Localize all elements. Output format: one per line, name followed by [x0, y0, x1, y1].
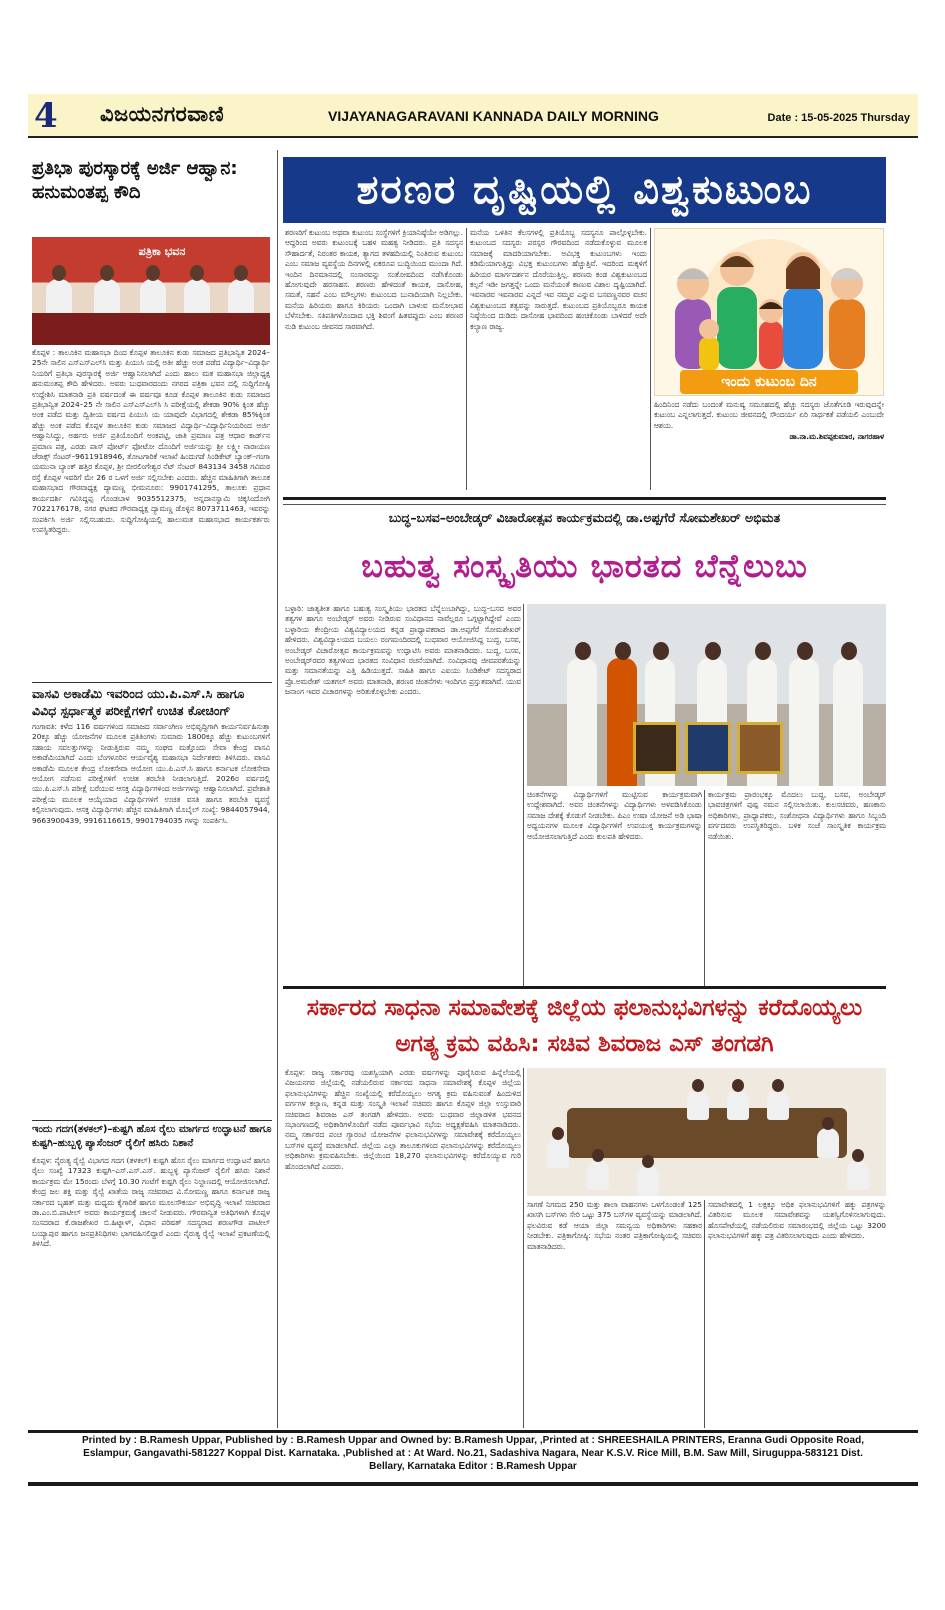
press-table [32, 313, 270, 345]
article-body: ಕಾರ್ಯಕ್ರಮ ಪ್ರಾರಂಭಕ್ಕೂ ಮೊದಲು ಬುದ್ಧ, ಬಸವ, ಅಂಬೇಡ್ಕರ್ ಭಾವಚಿತ್ರಗಳಿಗೆ ಪುಷ್ಪ ನಮನ ಸಲ್ಲಿಸಲಾಯಿತು. ಕುಲಸಚಿವರು, ಹಣಕಾಸು ಅಧಿಕಾರಿಗಳು, ಪ್ರಾಧ್ಯಾಪಕರು, ಸಂಶೋಧನಾ ವಿದ್ಯಾರ್ಥಿಗಳು ಹಾಗೂ ಸಿಬ್ಬಂದಿ ವರ್ಗದವರು ಉಪಸ್ಥಿತರಿದ್ದರು. ಬಳಿಕ ಸಂಜೆ ಸಾಂಸ್ಕೃತಿಕ ಕಾರ್ಯಕ್ರಮ ನಡೆಯಿತು. [708, 790, 886, 841]
person-figure [567, 658, 597, 786]
section-divider [283, 504, 886, 505]
article-body: ಕೊಪ್ಪಳ : ತಾಲೂಕಿನ ಮಹಾಸಭಾ ದಿಂದ ಕೊಪ್ಪಳ ತಾಲೂಕಿನ ಕುಡು ಸಮಾಜದ ಪ್ರತಿಭಾನ್ವಿತ 2024–25ನೇ ಸಾಲಿನ ಎಸ್ಎಸ್ಎಲ್‌ಸಿ ಮತ್ತು ಪಿಯುಸಿ ಯಲ್ಲಿ ಅತೀ ಹೆಚ್ಚು ಅಂಕ ಪಡೆದ ವಿದ್ಯಾರ್ಥಿ–ವಿದ್ಯಾರ್ಥಿ ನಿಯರಿಗೆ ಪ್ರತಿಭಾ ಪುರಸ್ಕಾರಕ್ಕೆ ಅರ್ಜಿ ಆಹ್ವಾನಿಸಲಾಗಿದೆ ಎಂದು ಹಾಲು ಮತ ಮಹಾಸಭಾ ಜಿಲ್ಲಾಧ್ಯಕ್ಷ ಹನುಮಂತಪ್ಪ ಕೌದಿ ಹೇಳಿದರು. ಅವರು ಬುಧವಾರದಂದು ನಗರದ ಪತ್ರಿಕಾ ಭವನ ದಲ್ಲಿ ಸುದ್ದಿಗೋಷ್ಠಿ ಉದ್ದೇಶಿಸಿ ಮಾತನಾಡಿ ಪ್ರತಿ ವರ್ಷದಂತೆ ಈ ವರ್ಷವೂ ಕೂಡ ಕೊಪ್ಪಳ ತಾಲೂಕಿನ ಕುಡು ಸಮಾಜದ ಪ್ರತಿಭಾನ್ವಿತ 2024–25 ನೇ ಸಾಲಿನ ಎಸ್ಎಸ್ಎಲ್‌ಸಿ ಸಿ ಪರೀಕ್ಷೆಯಲ್ಲಿ ಶೇಕಡಾ 90% ಕ್ಕಿಂತ ಹೆಚ್ಚು ಅಂಕ ಪಡೆದ ಮತ್ತು ದ್ವಿತೀಯ ವರ್ಷದ ಪಿಯುಸಿ ಯ ಯಾವುದೇ ವಿಭಾಗದಲ್ಲಿ ಶೇಕಡಾ 85%ಕ್ಕಿಂತ ಹೆಚ್ಚು ಅಂಕ ಪಡೆದ ಕೊಪ್ಪಳ ತಾಲೂಕಿನ ಕುಡು ಸಮಾಜದ ವಿದ್ಯಾರ್ಥಿ–ವಿದ್ಯಾರ್ಥಿನಿಯರಿಂದ ಅರ್ಜಿ ಆಹ್ವಾನಿಸಿದ್ದು, ಅರ್ಹರು ಅರ್ಜಿ ಪ್ರತಿಯೊಂದಿಗೆ ಅಂಕಪಟ್ಟಿ, ಜಾತಿ ಪ್ರಮಾಣ ಪತ್ರ ಆಧಾರ ಕಾರ್ಡ್‌ನ ಪ್ರಮಾಣ ಪತ್ರ, ಎರಡು ಪಾಸ್ ಪೋರ್ಟ್ ಫೋಟೋ ದೊಂದಿಗೆ ಅರ್ಜಿಯನ್ನು ಶ್ರೀ ಲಕ್ಷ್ಮೀ ನಾರಾಯಣ ಜೆರಾಕ್ಸ್ ಸೆಂಟರ್–9611918946, ತೋಟಗಾರಿಕೆ ಇಲಾಖೆ ಹಿಂದುಗಡೆ ಸಿಂಡಿಕೇಟ್ ಬ್ಯಾಂಕ್–ಗಂಗಾ ಯಮುನಾ ಬ್ಯಾಂಕ್ ಹತ್ತಿರ ಕೊಪ್ಪಳ, ಶ್ರೀ ಬೀರಲಿಂಗೇಶ್ವರ ನೆಟ್ ಸೆಂಟರ್ 843134 3458 ಗವಿಮಠ ರಸ್ತೆ ಕೊಪ್ಪಳ ಇವರಿಗೆ ಮೇ 26 ರ ಒಳಗೆ ಅರ್ಜಿ ಸಲ್ಲಿಸಬೇಕು ಎಂದರು. ಹೆಚ್ಚಿನ ಮಾಹಿತಿಗಾಗಿ ತಾಲೂಕ ಮಹಾಸಭಾದ ಗೌರವಾಧ್ಯಕ್ಷ ದ್ಯಾಮಣ್ಣ ಭೀಮನೂರು: 9901741295, ತಾಲೂಕು ಪ್ರಧಾನ ಕಾರ್ಯದರ್ಶಿ ಗವಿಸಿದ್ದಪ್ಪ ಗೊಂಡಬಾಳ 9035512375, ಅನ್ನದಾನಸ್ವಾಮಿ ಚಿಕ್ಕಸಿಂದೋಗಿ 7022176178, ನಗರ ಘಟಕದ ಗೌರವಾಧ್ಯಕ್ಷ ದ್ಯಾಮಣ್ಣ ಡೊಳ್ಳಿನ 8073711463, ಇವರನ್ನು ಸಂಪರ್ಕಿಸಿ ಅರ್ಜಿ ಸಲ್ಲಿಸಬಹುದು. ಸುದ್ದಿಗೋಷ್ಠಿಯಲ್ಲಿ ಹಾಲುಮತ ಮಹಾಸಭಾದ ಕಾರ್ಯಕರ್ತರು ಉಪಸ್ಥಿತರಿದ್ದರು. [32, 348, 270, 534]
feature-body-column: ಶರಣರಿಗೆ ಕುಟುಂಬ ಅಥವಾ ಕುಟುಂಬ ಸಂಸ್ಥೆಗಳಿಗೆ ಕ್ರಿಯಾನಿಷ್ಠೆಯೇ ಅಡಿಗಲ್ಲು. ಆದ್ದರಿಂದ ಅವರು ಕುಟುಂಬಕ್ಕೆ ಬಹಳ ಮಹತ್ವ ನೀಡಿದರು. ಪ್ರತಿ ಸದಸ್ಯನ ಸೌಹಾರ್ದತೆ, ನಿರಂತರ ಕಾಯಕ, ತ್ಯಾಗದ ತಳಹದಿಯಲ್ಲಿ ನಿಂತಿರುವ ಕುಟುಂಬ ಎಂಬ ಸಮಾಜ ವ್ಯವಸ್ಥೆಯ ದಿನಗಳಲ್ಲಿ ಏಕರೂಪ ಬುದ್ಧಿಯಿಂದ ಮುಂದಾ ಗಿದೆ. ಇಂದಿನ ದಿನಮಾನದಲ್ಲಿ ಸಂಸಾರವನ್ನು ಸಂತೋಷದಿಂದ ನಡೆಸಿಕೊಂಡು ಹೋಗುವುದೇ ಹರಸಾಹಸ. ಶರಣರು ಹೇಳಿದಂತೆ ಕಾಯಕ, ದಾಸೋಹ, ಸಮತೆ, ಸಹನೆ ಎಂಬ ಮೌಲ್ಯಗಳು ಕುಟುಂಬದ ಬುನಾದಿಯಾಗಿ ನಿಲ್ಲಬೇಕು. ಮನೆಯ ಹಿರಿಯರು ಹಾಗೂ ಕಿರಿಯರು ಒಂದಾಗಿ ಬಾಳುವ ಮನೋಭಾವ ಬೆಳೆಸಬೇಕು. ಸತಿಪತಿಗಳೊಂದಾದ ಭಕ್ತಿ ಶಿವಂಗೆ ಹಿತವಪ್ಪುದು ಎಂಬ ಶರಣರ ನುಡಿ ಕುಟುಂಬ ಜೀವನದ ಸಾರವಾಗಿದೆ. [285, 228, 463, 331]
feature-body-column [654, 400, 884, 490]
article-kicker: ಬುದ್ಧ–ಬಸವ–ಅಂಬೇಡ್ಕರ್ ವಿಚಾರೋತ್ಸವ ಕಾರ್ಯಕ್ರಮದಲ್ಲಿ ಡಾ.ಅಪ್ಪಗೆರೆ ಸೋಮಶೇಖರ್ ಅಭಿಮತ [388, 510, 781, 525]
person-figure [817, 1128, 839, 1158]
footer-divider [28, 1430, 918, 1433]
headline-railway-line: ಇಂದು ಗದಗ(ತಳಕಲ್)–ಕುಷ್ಟಗಿ ಹೊಸ ರೈಲು ಮಾರ್ಗದ ಉದ್ಘಾಟನೆ ಹಾಗೂ ಕುಷ್ಟಗಿ–ಹುಬ್ಬಳ್ಳಿ ಪ್ಯಾಸೆಂಜರ್ ರೈಲಿಗೆ ಹಸಿರು ನಿಶಾನೆ [32, 1120, 272, 1151]
headline-vasavi-academy: ವಾಸವಿ ಅಕಾಡೆಮಿ ಇವರಿಂದ ಯು.ಪಿ.ಎಸ್.ಸಿ ಹಾಗೂ ವಿವಿಧ ಸ್ಪರ್ಧಾತ್ಮಕ ಪರೀಕ್ಷೆಗಳಿಗೆ ಉಚಿತ ಕೋಚಿಂಗ್ [32, 682, 272, 719]
person-figure [547, 1138, 569, 1168]
photo-banner-text: ಪತ್ರಿಕಾ ಭವನ [138, 245, 186, 258]
article-body: ಗಂಗಾವತಿ: ಕಳೆದ 116 ವರ್ಷಗಳಿಂದ ಸಮಾಜದ ಸರ್ವಾಂಗೀಣ ಅಭಿವೃದ್ಧಿಗಾಗಿ ಕಾರ್ಯನಿರ್ವಹಿಸುತ್ತಾ 20ಕ್ಕೂ ಹೆಚ್ಚು ಯೋಜನೆಗಳ ಮೂಲಕ ಪ್ರತಿತಿಂಗಳು ಸುಮಾರು 1800ಕ್ಕೂ ಹೆಚ್ಚು ಕುಟುಂಬಗಳಿಗೆ ಸಹಾಯ ಸವಲತ್ತುಗಳನ್ನು ನೀಡುತ್ತಿರುವ ನಮ್ಮ ಸಂಘದ ಮತ್ತೊಂದು ಸೇವಾ ಕೇಂದ್ರ ವಾಸವಿ ಅಕಾಡೆಮಿಯಾಗಿದೆ ಎಂದು ಬೆಂಗಳೂರಿನ ಆರ್ಯವೈಶ್ಯ ಮಹಾಸಭಾ ನಿರ್ದೇಶಕರು ತಿಳಿಸಿದರು. ವಾಸವಿ ಅಕಾಡೆಮಿ ಮೂಲಕ ಕೇಂದ್ರ ಲೋಕಸೇವಾ ಆಯೋಗ ಯು.ಪಿ.ಎಸ್.ಸಿ ಹಾಗೂ ಕರ್ನಾಟಕ ಲೋಕಸೇವಾ ಆಯೋಗ ನಡೆಸುವ ಪರೀಕ್ಷೆಗಳಿಗೆ ಉಚಿತ ತರಬೇತಿ ನೀಡಲಾಗುತ್ತಿದೆ. 2026ರ ವರ್ಷದಲ್ಲಿ ಯು.ಪಿ.ಎಸ್.ಸಿ ಪರೀಕ್ಷೆ ಬರೆಯುವ ಆಸಕ್ತ ವಿದ್ಯಾರ್ಥಿಗಳಿಂದ ಅರ್ಜಿಗಳನ್ನು ಆಹ್ವಾನಿಸಲಾಗಿದೆ. ಪ್ರವೇಶಾತಿ ಪರೀಕ್ಷೆಯ ಮೂಲಕ ಆಯ್ಕೆಯಾದ ವಿದ್ಯಾರ್ಥಿಗಳಿಗೆ ಉಚಿತ ವಸತಿ ಹಾಗೂ ತರಬೇತಿ ವ್ಯವಸ್ಥೆ ಕಲ್ಪಿಸಲಾಗುವುದು. ಆಸಕ್ತ ವಿದ್ಯಾರ್ಥಿಗಳು ಹೆಚ್ಚಿನ ಮಾಹಿತಿಗಾಗಿ ಮೊಬೈಲ್ ಸಂಖ್ಯೆ: 9844057944, 9663900439, 9916116615, 9901794035 ಗಳನ್ನು ಸಂಪರ್ಕಿಸಿ. [32, 722, 270, 825]
column-divider [277, 150, 278, 1428]
footer-line: Printed by : B.Ramesh Uppar, Published by : B.Ramesh Uppar and Owned by: B.Ramesh Uppar, ,Printed at : SHREESHAILA PRINTERS, Eranna Gudi Opposite Road, [82, 1435, 864, 1446]
article-body: ಕೊಪ್ಪಳ: ನೈರುತ್ಯ ರೈಲ್ವೆ ವಿಭಾಗದ ಗದಗ (ತಳಕಲ್) ಕುಷ್ಟಗಿ ಹೊಸ ರೈಲು ಮಾರ್ಗದ ಉದ್ಘಾಟನೆ ಹಾಗೂ ರೈಲು ಸಂಖ್ಯೆ 17323 ಕುಷ್ಟಗಿ–ಎಸ್.ಎಸ್.ಎಸ್. ಹುಬ್ಬಳ್ಳಿ ಪ್ಯಾಸೆಂಜರ್ ರೈಲಿಗೆ ಹಸಿರು ನಿಶಾನೆ ಕಾರ್ಯಕ್ರಮ ಮೇ 15ರಂದು ಬೆಳಗ್ಗೆ 10.30 ಗಂಟೆಗೆ ಕುಷ್ಟಗಿ ರೈಲು ನಿಲ್ದಾಣದಲ್ಲಿ ಆಯೋಜಿಸಲಾಗಿದೆ. ಕೇಂದ್ರ ಜಲ ಶಕ್ತಿ ಮತ್ತು ರೈಲ್ವೆ ಖಾತೆಯ ರಾಜ್ಯ ಸಚಿವರಾದ ವಿ.ಸೋಮಣ್ಣ ಹಾಗೂ ಕರ್ನಾಟಕ ರಾಜ್ಯ ಸರ್ಕಾರದ ಬೃಹತ್ ಮತ್ತು ಮಧ್ಯಮ ಕೈಗಾರಿಕೆ ಹಾಗೂ ಮೂಲಸೌಕರ್ಯ ಅಭಿವೃದ್ಧಿ ಇಲಾಖೆ ಸಚಿವರಾದ ಡಾ.ಎಂ.ಬಿ.ಪಾಟೀಲ್ ಅವರು ಕಾರ್ಯಕ್ರಮಕ್ಕೆ ಚಾಲನೆ ನೀಡುವರು. ಗೌರವಾನ್ವಿತ ಅತಿಥಿಗಳಾಗಿ ಕೊಪ್ಪಳ ಸಂಸದರಾದ ಕೆ.ರಾಜಶೇಖರ ಬಿ.ಹಿಟ್ನಾಳ್, ವಿಧಾನ ಪರಿಷತ್ ಸದಸ್ಯರಾದ ಶರಣಗೌಡ ಪಾಟೀಲ್ ಬಯ್ಯಾಪುರ ಹಾಗೂ ಜನಪ್ರತಿನಿಧಿಗಳು ಭಾಗವಹಿಸಲಿದ್ದಾರೆ ಎಂದು ನೈರುತ್ಯ ರೈಲ್ವೆ ಇಲಾಖೆ ಪ್ರಕಟಣೆಯಲ್ಲಿ ತಿಳಿಸಿದೆ. [32, 1156, 270, 1249]
article-body: ಕೊಪ್ಪಳ: ರಾಜ್ಯ ಸರ್ಕಾರವು ಯಶಸ್ವಿಯಾಗಿ ಎರಡು ವರ್ಷಗಳನ್ನು ಪೂರೈಸಿರುವ ಹಿನ್ನೆಲೆಯಲ್ಲಿ ವಿಜಯನಗರ ಜಿಲ್ಲೆಯಲ್ಲಿ ನಡೆಯಲಿರುವ ಸರ್ಕಾರದ ಸಾಧನಾ ಸಮಾವೇಶಕ್ಕೆ ಕೊಪ್ಪಳ ಜಿಲ್ಲೆಯ ಫಲಾನುಭವಿಗಳನ್ನು ಹೆಚ್ಚಿನ ಸಂಖ್ಯೆಯಲ್ಲಿ ಕರೆದೊಯ್ಯಲು ಅಗತ್ಯ ಕ್ರಮ ವಹಿಸುವಂತೆ ಹಿಂದುಳಿದ ವರ್ಗಗಳ ಕಲ್ಯಾಣ, ಕನ್ನಡ ಮತ್ತು ಸಂಸ್ಕೃತಿ ಇಲಾಖೆ ಸಚಿವರು ಹಾಗೂ ಕೊಪ್ಪಳ ಜಿಲ್ಲಾ ಉಸ್ತುವಾರಿ ಸಚಿವರಾದ ಶಿವರಾಜ ಎಸ್ ತಂಗಡಗಿ ಹೇಳಿದರು. ಅವರು ಬುಧವಾರ ಜಿಲ್ಲಾಡಳಿತ ಭವನದ ಸಭಾಂಗಣದಲ್ಲಿ ಅಧಿಕಾರಿಗಳೊಂದಿಗೆ ನಡೆದ ಪೂರ್ವಭಾವಿ ಸಭೆಯ ಅಧ್ಯಕ್ಷತೆವಹಿಸಿ ಮಾತನಾಡಿದರು. ನಮ್ಮ ಸರ್ಕಾರದ ಪಂಚ ಗ್ಯಾರಂಟಿ ಯೋಜನೆಗಳ ಫಲಾನುಭವಿಗಳನ್ನು ಸಮಾವೇಶಕ್ಕೆ ಕರೆದೊಯ್ಯಲು ಬಸ್‌ಗಳ ವ್ಯವಸ್ಥೆ ಮಾಡಲಾಗಿದೆ. ಜಿಲ್ಲೆಯ ಎಲ್ಲಾ ತಾಲೂಕುಗಳಿಂದ ಫಲಾನುಭವಿಗಳನ್ನು ಕರೆದೊಯ್ಯಲು ಅಧಿಕಾರಿಗಳು ಕ್ರಮವಹಿಸಬೇಕು. ಜಿಲ್ಲೆಯಿಂದ 18,270 ಫಲಾನುಭವಿಗಳನ್ನು ಕರೆದೊಯ್ಯುವ ಗುರಿ ಹೊಂದಲಾಗಿದೆ ಎಂದರು. [285, 1068, 521, 1171]
person-figure [833, 658, 863, 786]
feature-body-column: ಮನೆಯ ಒಳಿತಿನ ಕೆಲಸಗಳಲ್ಲಿ ಪ್ರತಿಯೊಬ್ಬ ಸದಸ್ಯನೂ ಪಾಲ್ಗೊಳ್ಳಬೇಕು. ಕುಟುಂಬದ ಸದಸ್ಯರು ಪರಸ್ಪರ ಗೌರವದಿಂದ ನಡೆದುಕೊಳ್ಳುವ ಮೂಲಕ ಸಮಾಜಕ್ಕೆ ಮಾದರಿಯಾಗಬೇಕು. ಅವಿಭಕ್ತ ಕುಟುಂಬಗಳು ಇಂದು ಕಡಿಮೆಯಾಗುತ್ತಿದ್ದು ವಿಭಕ್ತ ಕುಟುಂಬಗಳು ಹೆಚ್ಚುತ್ತಿವೆ. ಇದರಿಂದ ಮಕ್ಕಳಿಗೆ ಹಿರಿಯರ ಮಾರ್ಗದರ್ಶನ ದೊರೆಯುತ್ತಿಲ್ಲ. ಶರಣರು ಕಂಡ ವಿಶ್ವಕುಟುಂಬದ ಕಲ್ಪನೆ ಇಡೀ ಜಗತ್ತನ್ನೇ ಒಂದು ಮನೆಯಂತೆ ಕಾಣುವ ವಿಶಾಲ ದೃಷ್ಟಿಯಾಗಿದೆ. ಇವನಾರವ ಇವನಾರವ ಎನ್ನದೆ ಇವ ನಮ್ಮವ ಎನ್ನುವ ಬಸವಣ್ಣನವರ ವಚನ ವಿಶ್ವಕುಟುಂಬದ ತತ್ವವನ್ನು ಸಾರುತ್ತದೆ. ಕುಟುಂಬದ ಪ್ರತಿಯೊಬ್ಬರೂ ಕಾಯಕ ನಿಷ್ಠೆಯಿಂದ ದುಡಿದು ದಾಸೋಹ ಭಾವದಿಂದ ಹಂಚಿಕೊಂಡು ಬಾಳಿದರೆ ಅದೇ ಕಲ್ಯಾಣ ರಾಜ್ಯ. [470, 228, 647, 331]
masthead [28, 94, 918, 138]
section-divider [283, 497, 886, 500]
portrait-frame [633, 722, 679, 774]
column-divider [523, 604, 524, 986]
column-divider [523, 1068, 524, 1428]
newspaper-name-kannada: ವಿಜಯನಗರವಾಣಿ [100, 102, 225, 126]
footer-rule [28, 1482, 918, 1486]
person-figure [767, 1090, 789, 1120]
footer-line: Bellary, Karnataka Editor : B.Ramesh Uppar [369, 1461, 577, 1472]
person-figure [637, 1166, 659, 1196]
column-divider [466, 228, 467, 490]
print-line-footer [30, 1434, 916, 1473]
press-meet-photo [32, 237, 270, 345]
person-figure [727, 1090, 749, 1120]
meeting-photo [527, 1068, 886, 1196]
author-byline: ಡಾ.ನಾ.ಮ.ಶಿವಪ್ಪಕುಮಾರ, ನಾಗರಹಾಳ [789, 432, 884, 442]
column-divider [704, 790, 705, 986]
newspaper-name-english: VIJAYANAGARAVANI KANNADA DAILY MORNING [328, 108, 659, 124]
portrait-frame [685, 722, 731, 774]
person-figure [587, 1160, 609, 1190]
event-photo [527, 604, 886, 786]
column-divider [704, 1200, 705, 1428]
article-headline: ಬಹುತ್ವ ಸಂಸ್ಕೃತಿಯು ಭಾರತದ ಬೆನ್ನೆಲುಬು [361, 547, 808, 585]
feature-body-text: ಹಿಂದಿನಿಂದ ನಡೆದು ಬಂದಂತೆ ಮನುಷ್ಯ ಸಮೂಹದಲ್ಲಿ ಹೆಚ್ಚು ಸದಸ್ಯರು ಜೊತೆಗೂಡಿ ಇರುವುದನ್ನೇ ಕುಟುಂಬ ಎನ್ನಲಾಗುತ್ತದೆ. ಕುಟುಂಬ ಜೀವನದಲ್ಲಿ ಸೌಂದರ್ಯ ಏರಿ ಸಾರ್ಥಕತೆ ಪಡೆಯಲಿ ಎಂಬುದೇ ಆಶಯ. [654, 400, 884, 430]
column-divider [650, 228, 651, 490]
feature-headline-banner: ಶರಣರ ದೃಷ್ಟಿಯಲ್ಲಿ ವಿಶ್ವಕುಟುಂಬ [283, 157, 886, 223]
article-body: ಚಿಂತನೆಗಳನ್ನು ವಿದ್ಯಾರ್ಥಿಗಳಿಗೆ ಮುಟ್ಟಿಸುವ ಕಾರ್ಯಕ್ರಮವಾಗಿ ಉದ್ದೇಶವಾಗಿದೆ. ಅವರ ಚಿಂತನೆಗಳನ್ನು ವಿದ್ಯಾರ್ಥಿಗಳು ಅಳವಡಿಸಿಕೊಂಡು ಸಮಾಜ ದೇಶಕ್ಕೆ ಕೊಡುಗೆ ನೀಡಬೇಕು. ಪಿಎಂ ಉಷಾ ಯೋಜನೆ ಅಡಿ ಭಾಷಾ ಅಧ್ಯಯನಗಳ ಮೂಲಕ ವಿದ್ಯಾರ್ಥಿಗಳಿಗೆ ಉಪಯುಕ್ತ ಕಾರ್ಯಕ್ರಮಗಳನ್ನು ಆಯೋಜಿಸಲಾಗುತ್ತಿದೆ ಎಂದು ಕುಲಪತಿ ಹೇಳಿದರು. [527, 790, 702, 841]
page-number: 4 [34, 96, 58, 136]
person-figure [789, 658, 819, 786]
person-figure [687, 1090, 709, 1120]
article-body: ಸಮಾವೇಶದಲ್ಲಿ 1 ಲಕ್ಷಕ್ಕೂ ಅಧಿಕ ಫಲಾನುಭವಿಗಳಿಗೆ ಹಕ್ಕು ಪತ್ರಗಳನ್ನು ವಿತರಿಸುವ ಮೂಲಕ ಸಮಾವೇಶವನ್ನು ಯಶಸ್ವಿಗೊಳಿಸಲಾಗುವುದು. ಹೊಸಪೇಟೆಯಲ್ಲಿ ನಡೆಯಲಿರುವ ಸಮಾರಂಭದಲ್ಲಿ ಜಿಲ್ಲೆಯ ಒಟ್ಟು 3200 ಫಲಾನುಭವಿಗಳಿಗೆ ಹಕ್ಕು ಪತ್ರ ವಿತರಿಸಲಾಗುವುದು ಎಂದು ಹೇಳಿದರು. [708, 1200, 886, 1241]
portrait-frame [737, 722, 783, 774]
article-headline: ಸರ್ಕಾರದ ಸಾಧನಾ ಸಮಾವೇಶಕ್ಕೆ ಜಿಲ್ಲೆಯ ಫಲಾನುಭವಿಗಳನ್ನು ಕರೆದೊಯ್ಯಲು ಅಗತ್ಯ ಕ್ರಮ ವಹಿಸಿ: ಸಚಿವ ಶಿವರಾಜ ಎಸ್ ತಂಗಡಗಿ [306, 995, 863, 1057]
footer-line: Eslampur, Gangavathi-581227 Koppal Dist. Karnataka. ,Published at : At Ward. No.21, Sadashiva Nagara, Near K.S.V. Rice Mill, B.M. Saw Mill, Siruguppa-583121 Dist. [83, 1448, 863, 1459]
headline-pratibha-puraskara: ಪ್ರತಿಭಾ ಪುರಸ್ಕಾರಕ್ಕೆ ಅರ್ಜಿ ಆಹ್ವಾನ: ಹನುಮಂತಪ್ಪ ಕೌದಿ [32, 158, 238, 203]
family-day-caption: ಇಂದು ಕುಟುಂಬ ದಿನ [680, 370, 858, 394]
person-figure [847, 1160, 869, 1190]
article-body: ಬಳ್ಳಾರಿ: ಜಾತ್ಯತೀತ ಹಾಗೂ ಬಹುತ್ವ ಸಂಸ್ಕೃತಿಯು ಭಾರತದ ಬೆನ್ನೆಲುಬಾಗಿದ್ದು, ಬುದ್ಧ–ಬಸವ ಅವರ ತತ್ವಗಳ ಹಾಗೂ ಅಂಬೇಡ್ಕರ್ ಅವರು ನೀಡಿರುವ ಸಂವಿಧಾನದ ನಾವೆಲ್ಲರೂ ಒಗ್ಗಟ್ಟಾಗಿದ್ದೇವೆ ಎಂದು ಬಳ್ಳಾರಿಯ ಕೇಂದ್ರೀಯ ವಿಶ್ವವಿದ್ಯಾಲಯದ ಕನ್ನಡ ಪ್ರಾಧ್ಯಾಪಕರಾದ ಡಾ.ಅಪ್ಪಗೆರೆ ಸೋಮಶೇಖರ್ ಹೇಳಿದರು. ವಿಶ್ವವಿದ್ಯಾಲಯದ ಬಯಲು ರಂಗಮಂದಿರದಲ್ಲಿ ಬುಧವಾರ ಆಯೋಜಿಸಿದ್ದ ಬುದ್ಧ, ಬಸವ, ಅಂಬೇಡ್ಕರ್ ವಿಚಾರೋತ್ಸವ ಕಾರ್ಯಕ್ರಮವನ್ನು ಉದ್ಘಾಟಿಸಿ ಅವರು ಮಾತನಾಡಿದರು. ಬುದ್ಧ, ಬಸವ, ಅಂಬೇಡ್ಕರ್‌ರವರ ತತ್ವಗಳಿಂದ ಭಾರತದ ಸಂವಿಧಾನ ರಚನೆಯಾಗಿದೆ. ಸಂವಿಧಾನವು ಜೀವಪರತೆಯನ್ನು ಮತ್ತು ಸಮಾನತೆಯನ್ನು ಎತ್ತಿ ಹಿಡಿಯುತ್ತದೆ. ಸಾಹಿತಿ ಹಾಗೂ ಎಐಯು ಸಿಂಡಿಕೇಟ್ ಸದಸ್ಯರಾದ ಪ್ರೊ.ಅಮರೇಶ್ ಯತಗಲ್ ಅವರು ಮಾತನಾಡಿ, ಶರಣರ ಚಿಂತನೆಗಳು ಇಂದಿಗೂ ಪ್ರಸ್ತುತವಾಗಿವೆ. ಯುವ ಜನಾಂಗ ಇವರ ವಿಚಾರಗಳನ್ನು ಅರಿತುಕೊಳ್ಳಬೇಕು ಎಂದರು. [285, 604, 521, 697]
issue-date: Date : 15-05-2025 Thursday [767, 112, 910, 124]
article-body: ಸಾಗಣೆ ನಿಗಮದ 250 ಮತ್ತು ಶಾಲಾ ವಾಹನಗಳು ಒಳಗೊಂಡಂತೆ 125 ಖಾಸಗಿ ಬಸ್‌ಗಳು ಸೇರಿ ಒಟ್ಟು 375 ಬಸ್‌ಗಳ ವ್ಯವಸ್ಥೆಯನ್ನು ಮಾಡಲಾಗಿದೆ. ಫಲವಿರುವ ಕಡೆ ಆಯಾ ಜಿಲ್ಲಾ ಸಮನ್ವಯ ಅಧಿಕಾರಿಗಳು ಸಹಕಾರ ನೀಡಬೇಕು. ಪತ್ರಿಕಾಗೋಷ್ಠಿ: ಸಭೆಯ ನಂತರ ಪತ್ರಿಕಾಗೋಷ್ಠಿಯಲ್ಲಿ ಸಚಿವರು ಮಾತನಾಡಿದರು. [527, 1200, 702, 1251]
section-divider [283, 986, 886, 989]
